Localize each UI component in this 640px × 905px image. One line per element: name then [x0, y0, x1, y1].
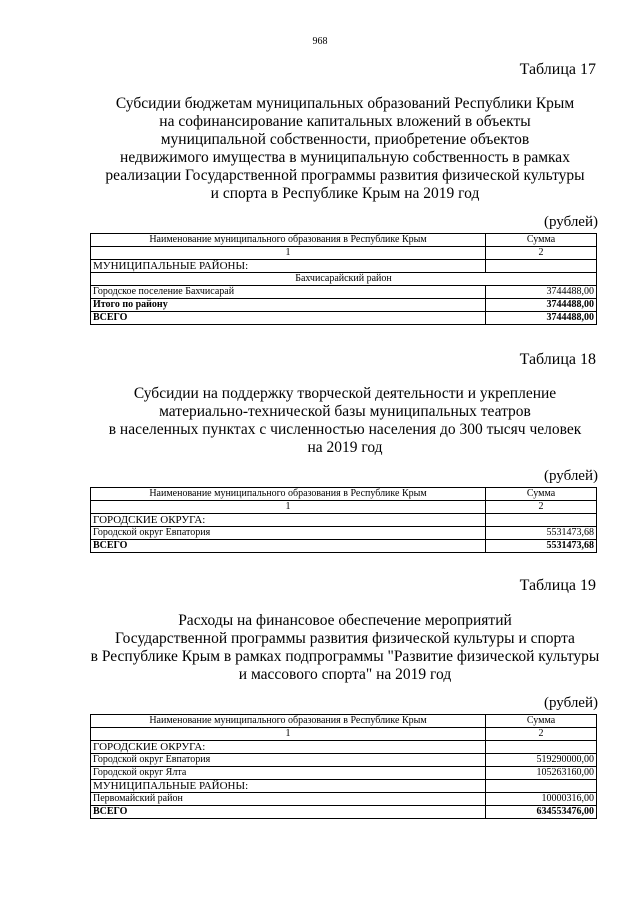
- title-line: недвижимого имущества в муниципальную собственность в рамках: [120, 149, 570, 166]
- title-line: и массового спорта" на 2019 год: [238, 666, 452, 683]
- column-number-row: [91, 247, 597, 260]
- column-number-row: [91, 728, 597, 741]
- col-sum-header: Сумма: [486, 234, 597, 247]
- row-name: Городское поселение Бахчисарай: [91, 286, 486, 299]
- total-value: 5531473,68: [486, 540, 597, 553]
- section-label: ГОРОДСКИЕ ОКРУГА:: [91, 741, 486, 754]
- row-value: 519290000,00: [486, 754, 597, 767]
- table-row: [91, 754, 597, 767]
- col-number: 2: [486, 728, 597, 741]
- col-sum-header: Сумма: [486, 715, 597, 728]
- currency-note: (рублей): [543, 214, 598, 230]
- col-name-header: Наименование муниципального образования в Республике Крым: [91, 234, 486, 247]
- section-row: [91, 741, 597, 754]
- subtotal-label: Итого по району: [91, 299, 486, 312]
- total-row: [91, 540, 597, 553]
- table-row: [91, 793, 597, 806]
- col-sum-header: Сумма: [486, 488, 597, 501]
- table-18-label: Таблица 18: [519, 351, 596, 368]
- column-number-row: [91, 501, 597, 514]
- section-row: [91, 780, 597, 793]
- total-value: 3744488,00: [486, 312, 597, 325]
- row-value: 10000316,00: [486, 793, 597, 806]
- total-label: ВСЕГО: [91, 806, 486, 819]
- section-label: ГОРОДСКИЕ ОКРУГА:: [91, 514, 486, 527]
- table-row: [91, 286, 597, 299]
- col-name-header: Наименование муниципального образования в Республике Крым: [91, 715, 486, 728]
- district-label: Бахчисарайский район: [91, 273, 597, 286]
- total-label: ВСЕГО: [91, 312, 486, 325]
- title-line: материально-технической базы муниципальных театров: [159, 403, 531, 420]
- table-header-row: [91, 234, 597, 247]
- row-name: Городской округ Ялта: [91, 767, 486, 780]
- subtotal-value: 3744488,00: [486, 299, 597, 312]
- row-name: Городской округ Евпатория: [91, 527, 486, 540]
- row-name: Первомайский район: [91, 793, 486, 806]
- row-value: 5531473,68: [486, 527, 597, 540]
- title-line: Субсидии бюджетам муниципальных образований Республики Крым: [115, 95, 575, 112]
- row-value: 3744488,00: [486, 286, 597, 299]
- district-row: [91, 273, 597, 286]
- col-number: 2: [486, 501, 597, 514]
- table-18: [90, 487, 597, 553]
- table-17: [90, 233, 597, 325]
- currency-note: (рублей): [543, 468, 598, 484]
- col-name-header: Наименование муниципального образования в Республике Крым: [91, 488, 486, 501]
- title-line: муниципальной собственности, приобретение объектов: [160, 131, 530, 148]
- subtotal-row: [91, 299, 597, 312]
- table-17-title: [90, 95, 600, 203]
- table-row: [91, 767, 597, 780]
- col-number: 1: [91, 247, 486, 260]
- total-label: ВСЕГО: [91, 540, 486, 553]
- section-row: [91, 260, 597, 273]
- table-19-label: Таблица 19: [519, 577, 596, 594]
- title-line: Государственной программы развития физической культуры и спорта: [115, 630, 575, 647]
- title-line: Субсидии на поддержку творческой деятельности и укрепление: [133, 385, 557, 402]
- row-name: Городской округ Евпатория: [91, 754, 486, 767]
- title-line: в населенных пунктах с численностью населения до 300 тысяч человек: [108, 421, 582, 438]
- total-row: [91, 312, 597, 325]
- page-number: 968: [312, 36, 328, 47]
- title-line: реализации Государственной программы развития физической культуры: [105, 167, 585, 184]
- section-label: МУНИЦИПАЛЬНЫЕ РАЙОНЫ:: [91, 780, 486, 793]
- title-line: на софинансирование капитальных вложений в объекты: [159, 113, 531, 130]
- section-row: [91, 514, 597, 527]
- title-line: на 2019 год: [307, 439, 383, 456]
- col-number: 1: [91, 728, 486, 741]
- table-18-title: [90, 385, 600, 457]
- table-header-row: [91, 715, 597, 728]
- title-line: в Республике Крым в рамках подпрограммы "Развитие физической культуры: [90, 648, 600, 665]
- section-label: МУНИЦИПАЛЬНЫЕ РАЙОНЫ:: [91, 260, 486, 273]
- title-line: Расходы на финансовое обеспечение мероприятий: [178, 612, 512, 629]
- title-line: и спорта в Республике Крым на 2019 год: [210, 185, 480, 202]
- total-row: [91, 806, 597, 819]
- table-19: [90, 714, 597, 819]
- table-row: [91, 527, 597, 540]
- total-value: 634553476,00: [486, 806, 597, 819]
- table-17-label: Таблица 17: [519, 61, 596, 78]
- currency-note: (рублей): [543, 695, 598, 711]
- col-number: 2: [486, 247, 597, 260]
- row-value: 105263160,00: [486, 767, 597, 780]
- table-header-row: [91, 488, 597, 501]
- col-number: 1: [91, 501, 486, 514]
- table-19-title: [90, 612, 600, 684]
